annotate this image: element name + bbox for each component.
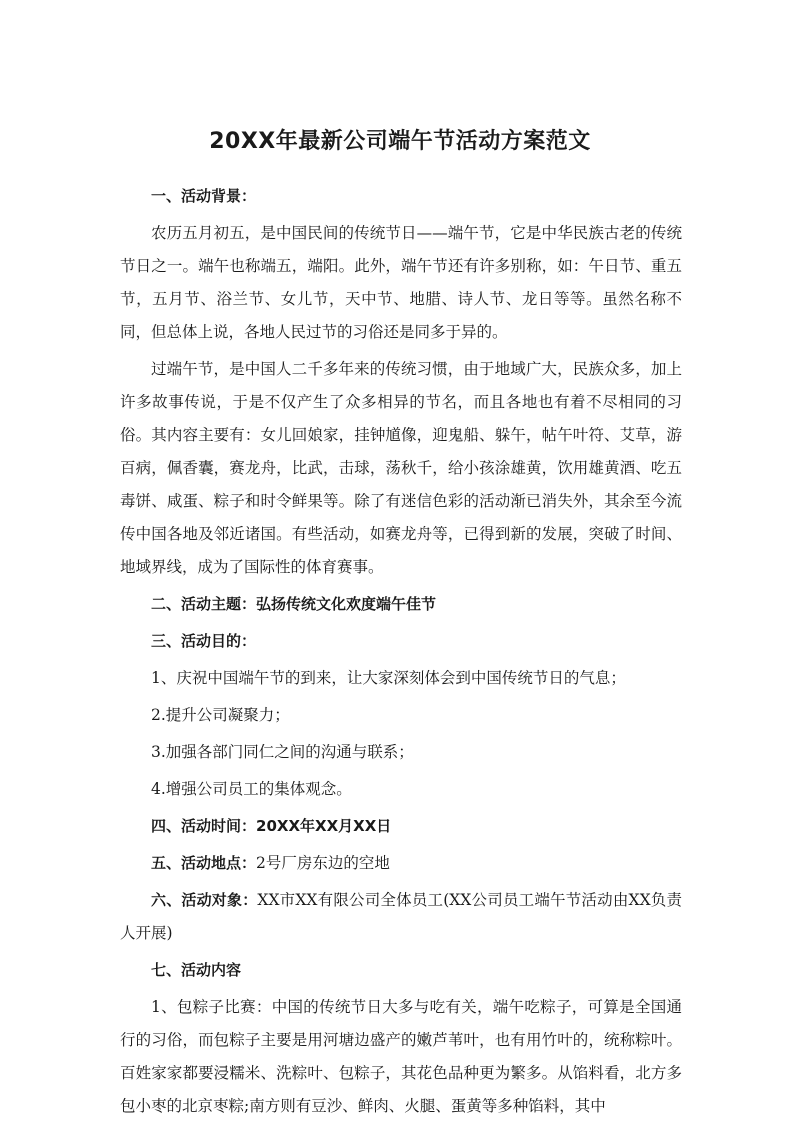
paragraph-background-2: 过端午节，是中国人二千多年来的传统习惯，由于地域广大，民族众多，加上许多故事传说，于是不仅产生了众多相异的节名，而且各地也有着不尽相同的习俗。其内容主要有：女儿回娘家，挂钟馗像，迎鬼船、躲午，帖午叶符、艾草，游百病，佩香囊，赛龙舟，比武，击球，荡秋千，给小孩涂雄黄，饮用雄黄酒、吃五毒饼、咸蛋、粽子和时令鲜果等。除了有迷信色彩的活动渐已消失外，其余至今流传中国各地及邻近诸国。有些活动，如赛龙舟等，已得到新的发展，突破了时间、地域界线，成为了国际性的体育赛事。 [120, 360, 682, 576]
place-text: 2号厂房东边的空地 [256, 854, 390, 872]
document-title: 20XX年最新公司端午节活动方案范文 [209, 129, 591, 154]
section-time [120, 810, 682, 843]
document-body [120, 180, 682, 1127]
purpose-item-3: 3.加强各部门同仁之间的沟通与联系； [151, 743, 414, 761]
purpose-item-2: 2.提升公司凝聚力； [151, 706, 290, 724]
section-heading-target: 六、活动对象： [151, 891, 258, 909]
section-place [120, 847, 682, 880]
time-text: 20XX年XX月XX日 [256, 817, 392, 835]
paragraph-background-1: 农历五月初五，是中国民间的传统节日——端午节，它是中华民族古老的传统节日之一。端午也称端五，端阳。此外，端午节还有许多别称，如：午日节、重五节，五月节、浴兰节、女儿节，天中节、地腊、诗人节、龙日等等。虽然名称不同，但总体上说，各地人民过节的习俗还是同多于异的。 [120, 224, 682, 341]
section-heading-purpose: 三、活动目的： [151, 632, 257, 650]
purpose-item-4: 4.增强公司员工的集体观念。 [151, 780, 352, 798]
section-target [120, 884, 682, 950]
section-heading-time: 四、活动时间： [151, 817, 257, 835]
section-theme [120, 588, 682, 621]
section-heading-place: 五、活动地点： [151, 854, 257, 872]
purpose-item-1: 1、庆祝中国端午节的到来，让大家深刻体会到中国传统节日的气息； [151, 669, 626, 687]
theme-text: 弘扬传统文化欢度端午佳节 [256, 595, 437, 613]
target-text: XX市XX有限公司全体员工(XX公司员工端午节活动由XX负责人开展) [120, 891, 682, 942]
section-heading-theme: 二、活动主题： [151, 595, 257, 613]
section-heading-content: 七、活动内容 [151, 961, 242, 979]
paragraph-content-1: 1、包粽子比赛：中国的传统节日大多与吃有关，端午吃粽子，可算是全国通行的习俗，而包粽子主要是用河塘边盛产的嫩芦苇叶，也有用竹叶的，统称粽叶。百姓家家都要浸糯米、洗粽叶、包粽子，其花色品种更为繁多。从馅料看，北方多包小枣的北京枣粽;南方则有豆沙、鲜肉、火腿、蛋黄等多种馅料，其中 [120, 998, 682, 1115]
section-heading-background: 一、活动背景： [151, 187, 257, 205]
